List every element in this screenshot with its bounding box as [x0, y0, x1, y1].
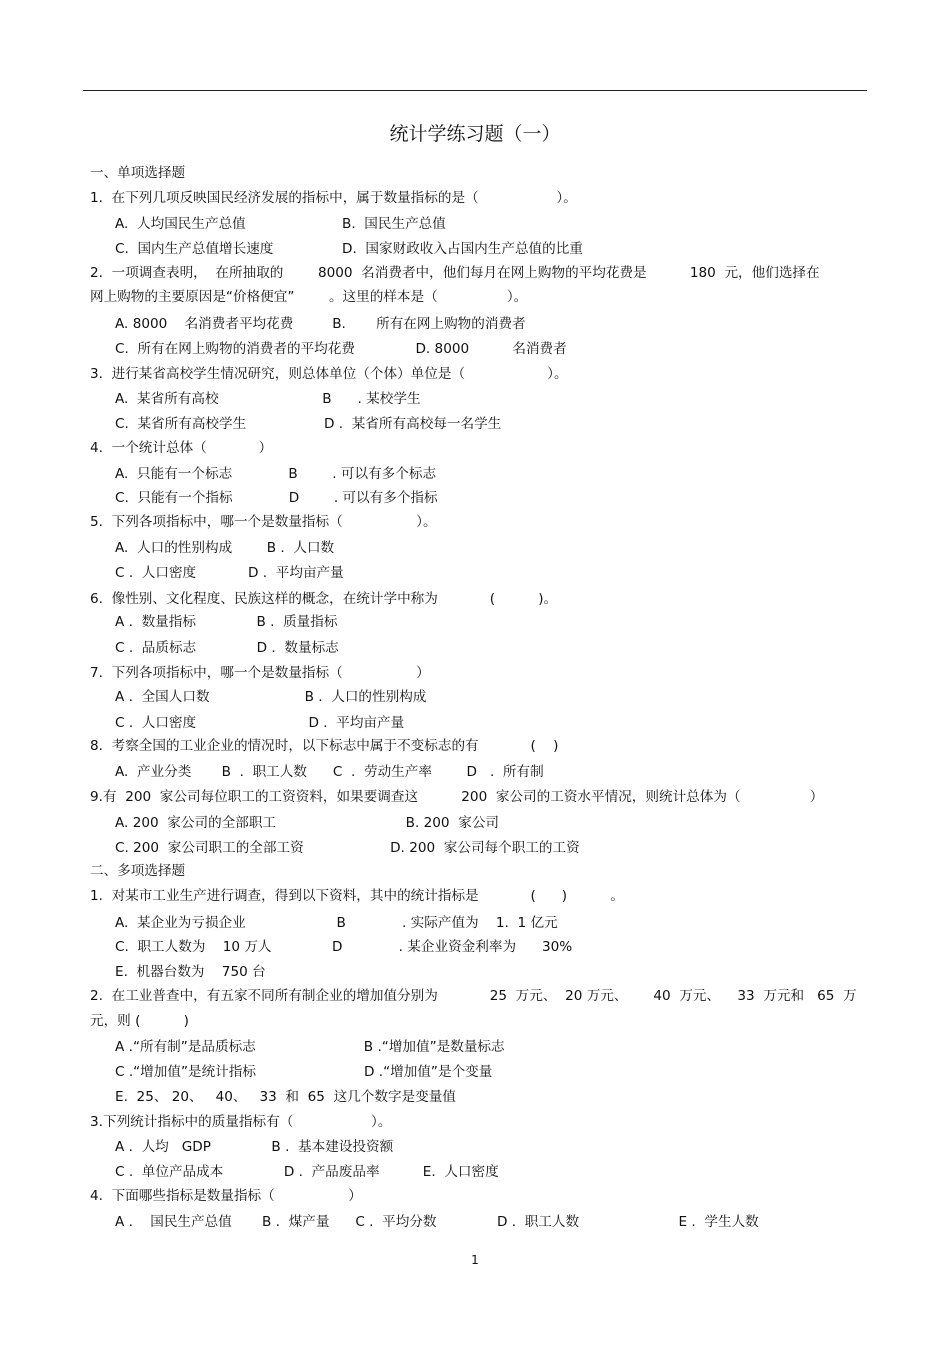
text-line: A . 国民生产总值 B . 煤产量 C . 平均分数 D . 职工人数 E . 学生人数 [115, 1214, 759, 1230]
header-rule [83, 90, 867, 91]
text-line: C. 某省所有高校学生 D . 某省所有高校每一名学生 [115, 416, 502, 432]
text-line: A. 人口的性别构成 B . 人口数 [115, 540, 335, 556]
text-line: 8. 考察全国的工业企业的情况时，以下标志中属于不变标志的有 ( ) [90, 738, 559, 754]
text-line: A . 全国人口数 B . 人口的性别构成 [115, 689, 427, 705]
text-line: C. 所有在网上购物的消费者的平均花费 D. 8000 名消费者 [115, 341, 567, 357]
text-line: A. 200 家公司的全部职工 B. 200 家公司 [115, 815, 500, 831]
text-line: 1. 对某市工业生产进行调查，得到以下资料，其中的统计指标是 ( ) 。 [90, 888, 624, 904]
text-line: 二、多项选择题 [90, 863, 186, 879]
text-line: 2. 一项调查表明， 在所抽取的 8000 名消费者中，他们每月在网上购物的平均花费是 180 元，他们选择在 [90, 265, 820, 281]
text-line: A . 人均 GDP B . 基本建设投资额 [115, 1139, 394, 1155]
text-line: C . 人口密度 D . 平均亩产量 [115, 715, 405, 731]
text-line: D. 国家财政收入占国内生产总值的比重 [342, 241, 583, 257]
text-line: 3.下列统计指标中的质量指标有（ ）。 [90, 1114, 392, 1130]
text-line: C. 国内生产总值增长速度 [115, 241, 274, 257]
text-line: 一、单项选择题 [90, 165, 186, 181]
text-line: C. 200 家公司职工的全部工资 D. 200 家公司每个职工的工资 [115, 840, 580, 856]
text-line: C .“增加值”是统计指标 D .“增加值”是个变量 [115, 1064, 493, 1080]
text-line: 元，则 ( ) [90, 1013, 189, 1029]
text-line: 9.有 200 家公司每位职工的工资资料，如果要调查这 200 家公司的工资水平情况，则统计总体为（ ） [90, 789, 824, 805]
page-number: 1 [471, 1253, 479, 1267]
text-line: C . 品质标志 D . 数量标志 [115, 640, 339, 656]
text-line: 4. 下面哪些指标是数量指标（ ） [90, 1188, 362, 1204]
text-line: 网上购物的主要原因是“价格便宜” 。这里的样本是（ ）。 [90, 289, 528, 305]
text-line: A. 只能有一个标志 B . 可以有多个标志 [115, 466, 437, 482]
text-line: A. 产业分类 B . 职工人数 C . 劳动生产率 D . 所有制 [115, 764, 544, 780]
text-line: 6. 像性别、文化程度、民族这样的概念，在统计学中称为 ( )。 [90, 591, 558, 607]
text-line: E. 机器台数为 750 台 [115, 964, 266, 980]
text-line: A . 数量指标 B . 质量指标 [115, 614, 338, 630]
text-line: A .“所有制”是品质标志 B .“增加值”是数量标志 [115, 1039, 505, 1055]
page-title: 统计学练习题（一） [389, 123, 561, 145]
text-line: B. 国民生产总值 [342, 216, 446, 232]
text-line: C. 职工人数为 10 万人 D . 某企业资金利率为 30% [115, 939, 573, 955]
text-line: 4. 一个统计总体（ ） [90, 440, 273, 456]
text-line: A. 某省所有高校 B . 某校学生 [115, 391, 421, 407]
text-line: A. 某企业为亏损企业 B . 实际产值为 1. 1 亿元 [115, 915, 558, 931]
text-line: C. 只能有一个指标 D . 可以有多个指标 [115, 490, 438, 506]
text-line: A. 人均国民生产总值 [115, 216, 246, 232]
text-line: 5. 下列各项指标中，哪一个是数量指标（ ）。 [90, 514, 437, 530]
text-line: E. 25、 20、 40、 33 和 65 这几个数字是变量值 [115, 1089, 456, 1105]
text-line: C . 人口密度 D . 平均亩产量 [115, 565, 344, 581]
text-line: 1. 在下列几项反映国民经济发展的指标中，属于数量指标的是（ ）。 [90, 190, 577, 206]
text-line: A. 8000 名消费者平均花费 B. 所有在网上购物的消费者 [115, 316, 526, 332]
text-line: C . 单位产品成本 D . 产品废品率 E. 人口密度 [115, 1164, 499, 1180]
text-line: 2. 在工业普查中，有五家不同所有制企业的增加值分别为 25 万元、 20 万元、 40 万元、 33 万元和 65 万 [90, 988, 857, 1004]
text-line: 3. 进行某省高校学生情况研究，则总体单位（个体）单位是（ ）。 [90, 366, 568, 382]
text-line: 7. 下列各项指标中，哪一个是数量指标（ ） [90, 665, 430, 681]
